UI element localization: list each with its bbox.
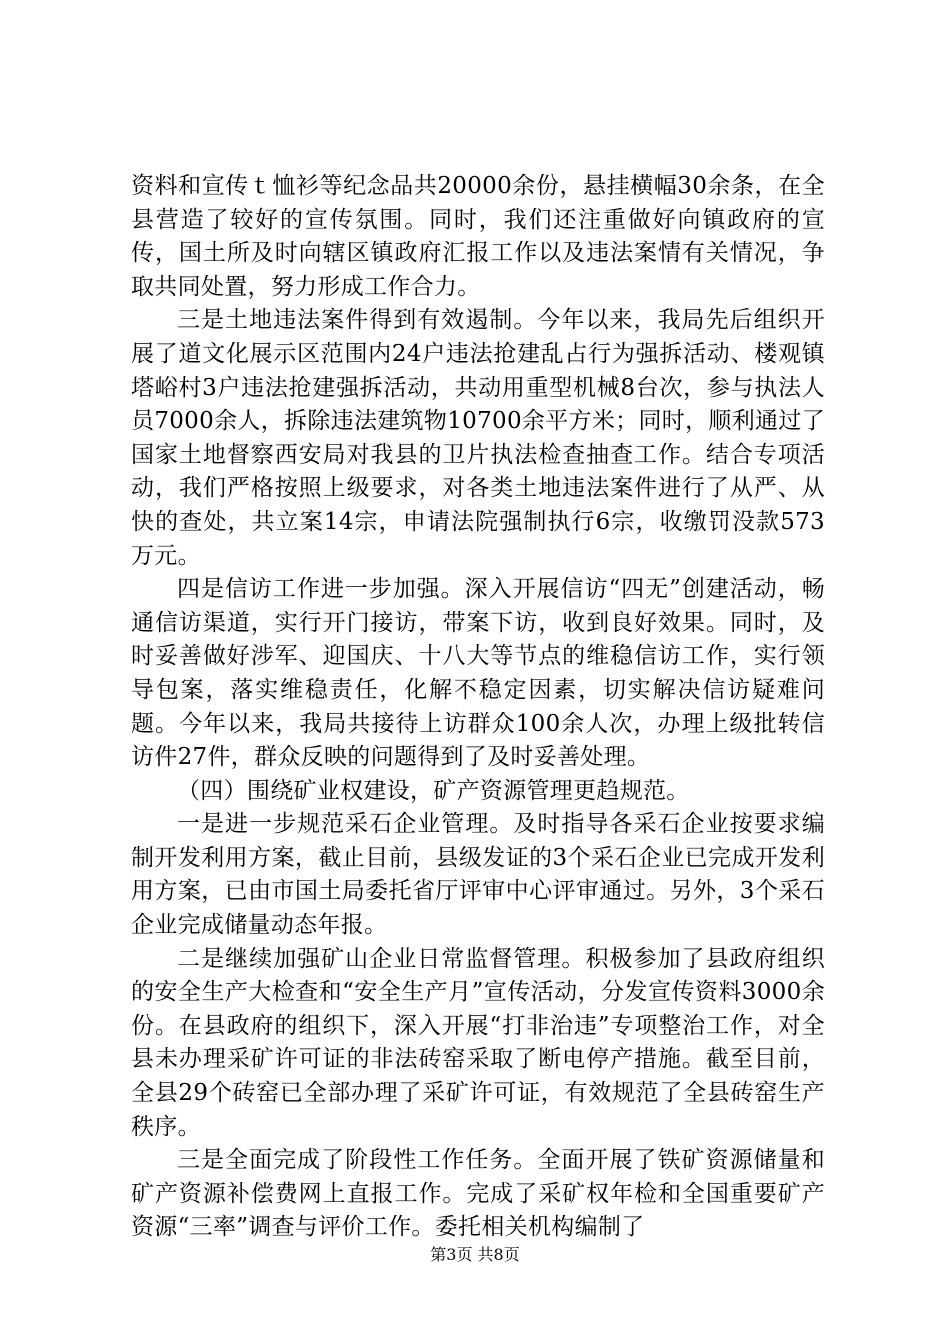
paragraph-phase-tasks: 三是全面完成了阶段性工作任务。全面开展了铁矿资源储量和矿产资源补偿费网上直报工作。完成了采矿权年检和全国重要矿产资源“三率”调查与评价工作。委托相关机构编制了 — [131, 1147, 825, 1241]
section-heading-mineral: （四）围绕矿业权建设，矿产资源管理更趋规范。 — [177, 777, 690, 804]
page-number-footer: 第3页 共8页 — [430, 1245, 520, 1264]
document-body — [131, 170, 825, 1245]
paragraph-petition-work: 四是信访工作进一步加强。深入开展信访“四无”创建活动，畅通信访渠道，实行开门接访，带案下访，收到良好效果。同时，及时妥善做好涉军、迎国庆、十八大等节点的维稳信访工作，实行领导包案，落实维稳责任，化解不稳定因素，切实解决信访疑难问题。今年以来，我局共接待上访群众100余人次，办理上级批转信访件27件，群众反映的问题得到了及时妥善处理。 — [131, 576, 825, 771]
paragraph-land-violation: 三是土地违法案件得到有效遏制。今年以来，我局先后组织开展了道文化展示区范围内24户违法抢建乱占行为强拆活动、楼观镇塔峪村3户违法抢建强拆活动，共动用重型机械8台次，参与执法人员7000余人，拆除违法建筑物10700余平方米；同时，顺利通过了国家土地督察西安局对我县的卫片执法检查抽查工作。结合专项活动，我们严格按照上级要求，对各类土地违法案件进行了从严、从快的查处，共立案14宗，申请法院强制执行6宗，收缴罚没款573万元。 — [131, 307, 825, 569]
paragraph-quarry-management: 一是进一步规范采石企业管理。及时指导各采石企业按要求编制开发利用方案，截止目前，县级发证的3个采石企业已完成开发利用方案，已由市国土局委托省厅评审中心评审通过。另外，3个采石企业完成储量动态年报。 — [131, 811, 825, 939]
paragraph-mine-supervision: 二是继续加强矿山企业日常监督管理。积极参加了县政府组织的安全生产大检查和“安全生产月”宣传活动，分发宣传资料3000余份。在县政府的组织下，深入开展“打非治违”专项整治工作，对全县未办理采矿许可证的非法砖窑采取了断电停产措施。截至目前，全县29个砖窑已全部办理了采矿许可证，有效规范了全县砖窑生产秩序。 — [131, 945, 825, 1140]
paragraph-continuation: 资料和宣传ｔ恤衫等纪念品共20000余份，悬挂横幅30余条，在全县营造了较好的宣传氛围。同时，我们还注重做好向镇政府的宣传，国土所及时向辖区镇政府汇报工作以及违法案情有关情况，争取共同处置，努力形成工作合力。 — [131, 173, 825, 300]
